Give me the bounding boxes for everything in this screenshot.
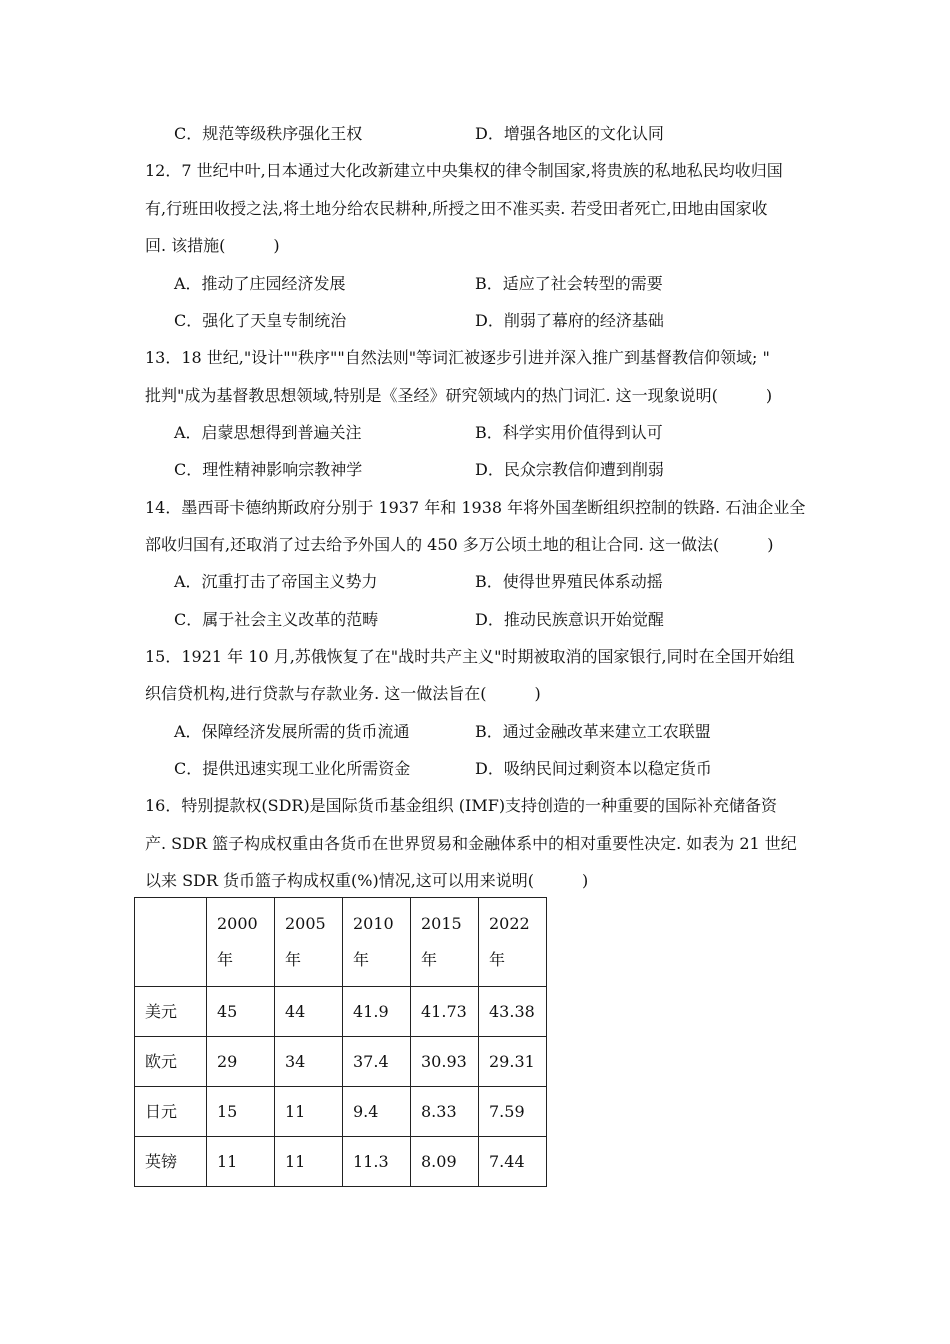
table-cell: 30.93 xyxy=(411,1037,479,1087)
sdr-weight-table xyxy=(134,897,547,1187)
q14-option-c: C．属于社会主义改革的范畴 xyxy=(174,610,379,629)
q13-option-c: C．理性精神影响宗教神学 xyxy=(174,460,363,479)
table-cell: 11 xyxy=(275,1137,343,1187)
q14-stem-line-1: 14．墨西哥卡德纳斯政府分别于 1937 年和 1938 年将外国垄断组织控制的铁路. 石油企业全 xyxy=(145,498,806,517)
q14-option-b: B．使得世界殖民体系动摇 xyxy=(475,572,663,591)
table-cell: 7.59 xyxy=(479,1087,547,1137)
q12-stem-line-3: 回. 该措施( ) xyxy=(145,236,280,255)
table-cell: 8.09 xyxy=(411,1137,479,1187)
table-cell: 欧元 xyxy=(135,1037,207,1087)
table-cell: 11.3 xyxy=(343,1137,411,1187)
q11-option-d: D．增强各地区的文化认同 xyxy=(475,124,664,143)
q12-stem-line-2: 有,行班田收授之法,将土地分给农民耕种,所授之田不准买卖. 若受田者死亡,田地由国家收 xyxy=(145,199,768,218)
table-header-cell: 2022 年 xyxy=(479,898,547,987)
table-row xyxy=(135,1037,547,1087)
q12-option-c: C．强化了天皇专制统治 xyxy=(174,311,347,330)
q13-option-b: B．科学实用价值得到认可 xyxy=(475,423,663,442)
q13-option-d: D．民众宗教信仰遭到削弱 xyxy=(475,460,664,479)
table-cell: 9.4 xyxy=(343,1087,411,1137)
table-cell: 日元 xyxy=(135,1087,207,1137)
q16-stem-line-3: 以来 SDR 货币篮子构成权重(%)情况,这可以用来说明( ) xyxy=(145,871,589,890)
table-cell: 41.73 xyxy=(411,987,479,1037)
table-header-cell: 2000 年 xyxy=(207,898,275,987)
table-cell: 41.9 xyxy=(343,987,411,1037)
table-cell: 44 xyxy=(275,987,343,1037)
q15-option-a: A．保障经济发展所需的货币流通 xyxy=(174,722,410,741)
q15-option-c: C．提供迅速实现工业化所需资金 xyxy=(174,759,411,778)
table-cell: 37.4 xyxy=(343,1037,411,1087)
table-cell: 15 xyxy=(207,1087,275,1137)
q11-option-c: C．规范等级秩序强化王权 xyxy=(174,124,363,143)
table-cell: 29 xyxy=(207,1037,275,1087)
q15-option-b: B．通过金融改革来建立工农联盟 xyxy=(475,722,711,741)
table-header-cell: 2015 年 xyxy=(411,898,479,987)
q16-stem-line-1: 16．特别提款权(SDR)是国际货币基金组织 (IMF)支持创造的一种重要的国际补充储备资 xyxy=(145,796,778,815)
q12-stem-line-1: 12．7 世纪中叶,日本通过大化改新建立中央集权的律令制国家,将贵族的私地私民均收归国 xyxy=(145,161,783,180)
q12-option-a: A．推动了庄园经济发展 xyxy=(174,274,346,293)
table-row xyxy=(135,1087,547,1137)
table-cell: 29.31 xyxy=(479,1037,547,1087)
table-row xyxy=(135,987,547,1037)
q13-stem-line-2: 批判"成为基督教思想领域,特别是《圣经》研究领域内的热门词汇. 这一现象说明( ) xyxy=(145,386,773,405)
table-row xyxy=(135,1137,547,1187)
table-header-cell: 2010 年 xyxy=(343,898,411,987)
table-cell: 43.38 xyxy=(479,987,547,1037)
q15-option-d: D．吸纳民间过剩资本以稳定货币 xyxy=(475,759,712,778)
table-cell: 英镑 xyxy=(135,1137,207,1187)
q14-stem-line-2: 部收归国有,还取消了过去给予外国人的 450 多万公顷土地的租让合同. 这一做法( ) xyxy=(145,535,774,554)
q13-stem-line-1: 13．18 世纪,"设计""秩序""自然法则"等词汇被逐步引进并深入推广到基督教信仰领域; " xyxy=(145,348,770,367)
table-cell: 11 xyxy=(207,1137,275,1187)
table-cell: 11 xyxy=(275,1087,343,1137)
table-header-row xyxy=(135,898,547,987)
q13-option-a: A．启蒙思想得到普遍关注 xyxy=(174,423,362,442)
q15-stem-line-2: 织信贷机构,进行贷款与存款业务. 这一做法旨在( ) xyxy=(145,684,541,703)
table-cell: 8.33 xyxy=(411,1087,479,1137)
q14-option-d: D．推动民族意识开始觉醒 xyxy=(475,610,664,629)
q12-option-d: D．削弱了幕府的经济基础 xyxy=(475,311,664,330)
q16-stem-line-2: 产. SDR 篮子构成权重由各货币在世界贸易和金融体系中的相对重要性决定. 如表为 21 世纪 xyxy=(145,834,797,853)
table-cell: 7.44 xyxy=(479,1137,547,1187)
table-header-cell: 2005 年 xyxy=(275,898,343,987)
q14-option-a: A．沉重打击了帝国主义势力 xyxy=(174,572,378,591)
q12-option-b: B．适应了社会转型的需要 xyxy=(475,274,663,293)
table-header-cell xyxy=(135,898,207,987)
table-cell: 34 xyxy=(275,1037,343,1087)
table-cell: 45 xyxy=(207,987,275,1037)
q15-stem-line-1: 15．1921 年 10 月,苏俄恢复了在"战时共产主义"时期被取消的国家银行,同时在全国开始组 xyxy=(145,647,795,666)
table-cell: 美元 xyxy=(135,987,207,1037)
